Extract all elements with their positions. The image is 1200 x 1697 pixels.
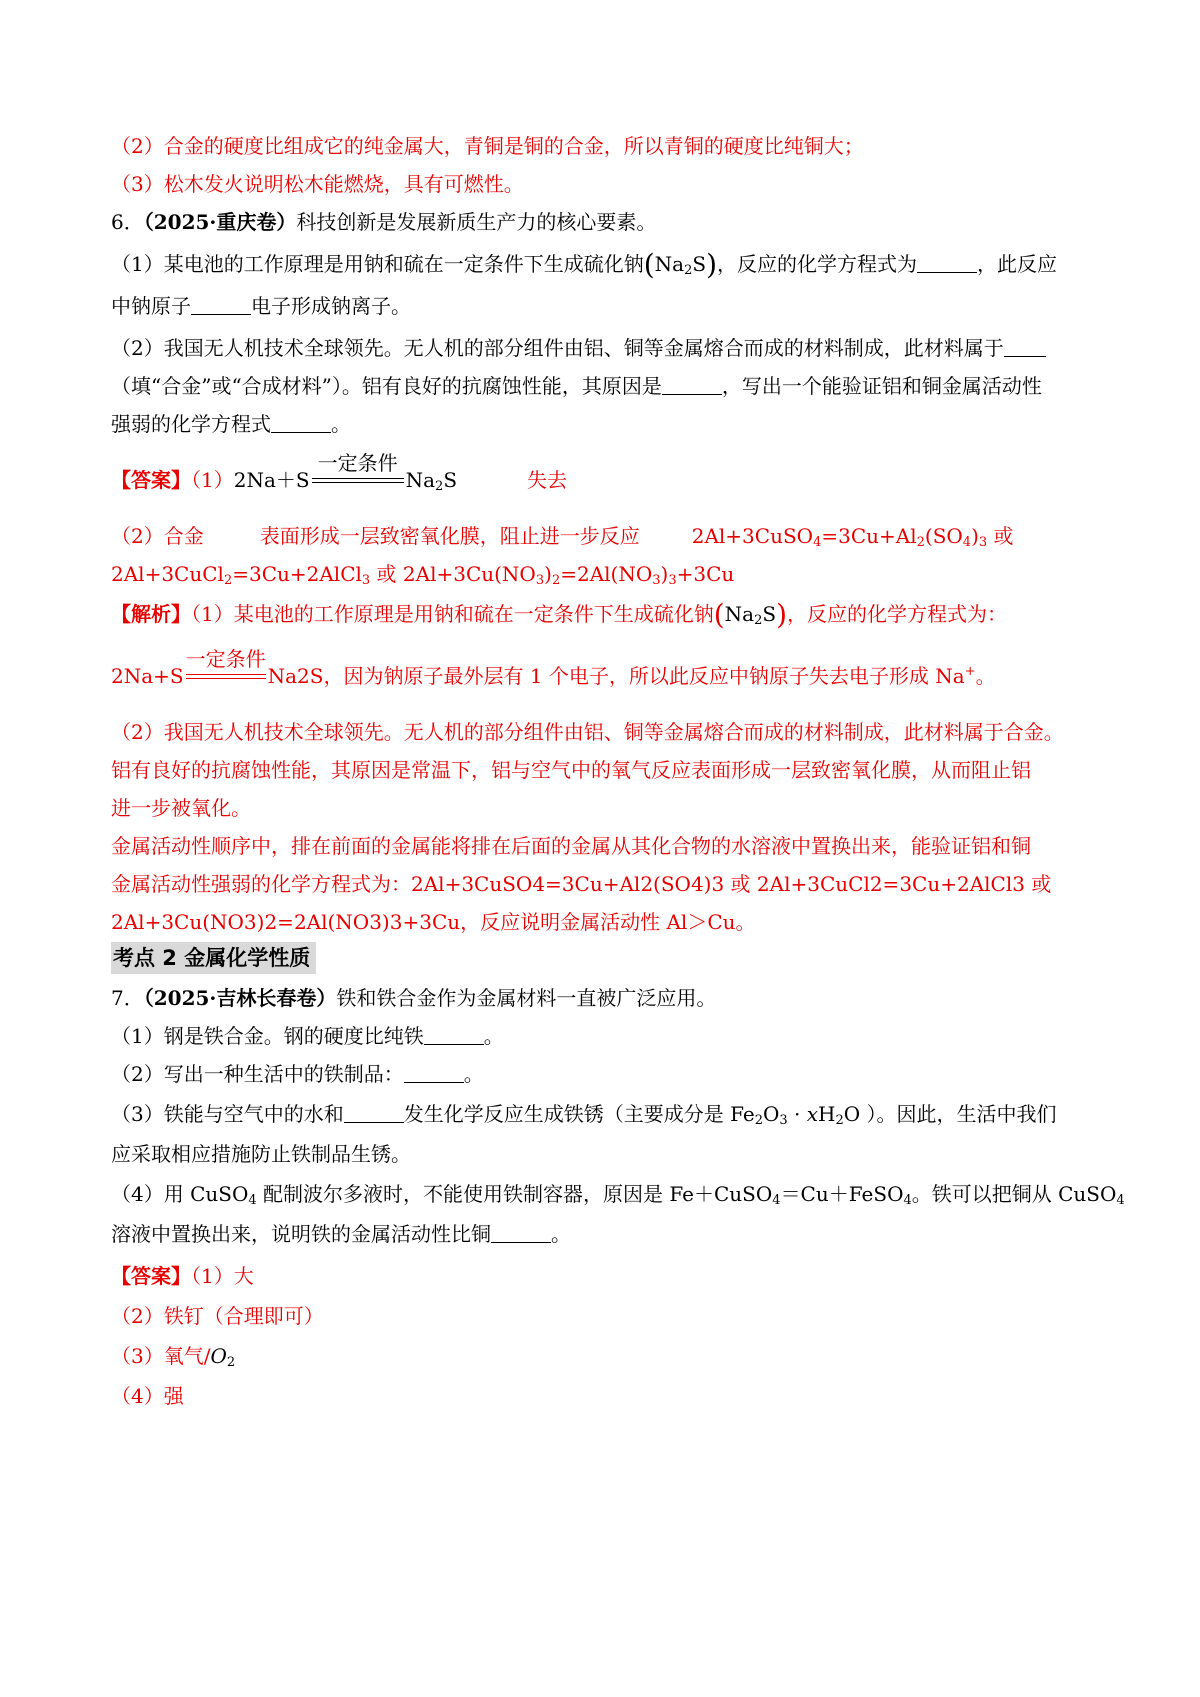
equation-rhs-subscript: 2 (435, 479, 444, 494)
q6-part1-text-b: ，反应的化学方程式为 (717, 252, 918, 276)
answer-blank (917, 252, 977, 273)
answer-blank (662, 374, 722, 395)
q6-part1-text-e: 电子形成钠离子。 (251, 294, 411, 318)
q6-part2-text-d: 强弱的化学方程式 (111, 412, 271, 436)
q6-part2-text-e: 。 (331, 412, 351, 436)
open-paren: ( (643, 248, 655, 281)
question-source: （2025·吉林长春卷） (143, 986, 337, 1010)
equation-rhs-tail: S (443, 468, 458, 492)
q6-analysis-line1: 【解析】（1）某电池的工作原理是用钠和硫在一定条件下生成硫化钠$(Na_2S)$，反应的化学方程式为： (111, 598, 1008, 631)
q6-answer-line2 (111, 522, 1014, 550)
q6-part1-line2 (111, 292, 411, 320)
q7-answer-line2: （2）铁钉（合理即可） (111, 1304, 324, 1328)
answer-blank (424, 1024, 484, 1045)
analysis-label: 【解析】 (111, 602, 191, 626)
q6-analysis-line6: 金属活动性顺序中，排在前面的金属能将排在后面的金属从其化合物的水溶液中置换出来，能验证铝和铜 (111, 834, 1031, 858)
answer-part2-equation1: $2Al+3CuSO_4=3Cu+Al_2(SO_4)_3$ 或 (691, 524, 1014, 550)
formula-subscript: 2 (684, 263, 693, 278)
answer-blank (491, 1222, 551, 1243)
q6-analysis-line4: 铝有良好的抗腐蚀性能，其原因是常温下，铝与空气中的氧气反应表面形成一层致密氧化膜，从而阻止铝 (111, 758, 1031, 782)
answer-part1-prefix: （1） (191, 468, 234, 492)
q7-part3-line2: 应采取相应措施防止铁制品生锈。 (111, 1142, 411, 1166)
section-heading: 考点 2 金属化学性质 (111, 942, 316, 974)
q6-analysis-line7: 金属活动性强弱的化学方程式为：2Al+3CuSO4=3Cu+Al2(SO4)3 或 2Al+3CuCl2=3Cu+2AlCl3 或 (111, 872, 1052, 896)
formula-na2s: Na (654, 252, 685, 276)
q7-stem (111, 984, 716, 1012)
equation-lhs: 2Na＋S (233, 468, 310, 492)
q6-part2-line3 (111, 410, 351, 438)
q6-part2-text-b: （填“合金”或“合成材料”）。铝有良好的抗腐蚀性能，其原因是 (111, 374, 662, 398)
answer-part2-b: 表面形成一层致密氧化膜，阻止进一步反应 (259, 524, 640, 548)
q5-analysis-part3: （3）松木发火说明松木能燃烧，具有可燃性。 (111, 172, 524, 196)
answer-part2-a: （2）合金 (111, 524, 204, 548)
reaction-condition-arrow (312, 451, 404, 494)
q7-part2: （2）写出一种生活中的铁制品： 。 (111, 1062, 484, 1086)
answer-blank (1004, 336, 1046, 357)
q6-part2-line1 (111, 334, 1046, 362)
reaction-condition-text: 一定条件 (185, 647, 266, 671)
question-stem: 科技创新是发展新质生产力的核心要素。 (296, 210, 657, 234)
q7-answer-line1: 【答案】（1）大 (111, 1264, 254, 1288)
reaction-condition-arrow (185, 647, 266, 690)
q6-analysis-line8: 2Al+3Cu(NO3)2=2Al(NO3)3+3Cu，反应说明金属活动性 Al＞Cu。 (111, 910, 756, 934)
q6-answer-line3: 2Al+3CuCl$_2$=3Cu+2AlCl$_3$ 或 $2Al+3Cu(NO_3)_2=2Al(NO_3)_3+3Cu$ (111, 562, 735, 588)
double-line (312, 478, 404, 483)
q6-analysis-line5: 进一步被氧化。 (111, 796, 251, 820)
answer-label: 【答案】 (111, 468, 191, 492)
q7-answer-line4: （4）强 (111, 1384, 184, 1408)
answer-blank (404, 1062, 464, 1083)
q7-part3-line1: （3）铁能与空气中的水和 发生化学反应生成铁锈（主要成分是 $Fe_2O_3 \cdot xH_2O$ ）。因此，生活中我们 (111, 1102, 1057, 1128)
q6-part1-text-d: 中钠原子 (111, 294, 191, 318)
q6-part1-text: （1）某电池的工作原理是用钠和硫在一定条件下生成硫化钠 (111, 252, 644, 276)
close-paren: ) (706, 248, 718, 281)
answer-label: 【答案】 (111, 1264, 191, 1288)
answer-blank (344, 1102, 404, 1123)
answer-part1-b: 失去 (527, 468, 568, 492)
q6-analysis-line2: 2Na+S 一定条件 Na2S，因为钠原子最外层有 1 个电子，所以此反应中钠原子失去电子形成 Na+。 (111, 647, 996, 688)
question-number: 7． (111, 986, 144, 1010)
question-source: （2025·重庆卷） (143, 210, 297, 234)
question-number: 6． (111, 210, 144, 234)
q7-answer-line3: （3）氧气$/O_2$ (111, 1344, 236, 1370)
q6-part1-text-c: ，此反应 (977, 252, 1058, 276)
question-stem: 铁和铁合金作为金属材料一直被广泛应用。 (336, 986, 717, 1010)
q6-part2-line2 (111, 372, 1042, 400)
q7-part4-line1: （4）用 CuSO$_4$ 配制波尔多液时，不能使用铁制容器，原因是 Fe＋CuSO$_4$＝Cu＋FeSO$_4$。铁可以把铜从 CuSO$_4$ (111, 1182, 1125, 1208)
q5-analysis-part2: （2）合金的硬度比组成它的纯金属大，青铜是铜的合金，所以青铜的硬度比纯铜大； (111, 134, 864, 158)
q6-part2-text: （2）我国无人机技术全球领先。无人机的部分组件由铝、铜等金属熔合而成的材料制成，此材料属于 (111, 336, 1004, 360)
q7-part4-line2: 溶液中置换出来，说明铁的金属活动性比铜 。 (111, 1222, 571, 1246)
answer-blank (271, 412, 331, 433)
q6-stem (111, 208, 656, 236)
q6-part2-text-c: ，写出一个能验证铝和铜金属活动性 (721, 374, 1042, 398)
formula-na2s: Na (724, 602, 755, 626)
q6-part1-line1 (111, 250, 1057, 279)
q7-part1: （1）钢是铁合金。钢的硬度比纯铁 。 (111, 1024, 504, 1048)
double-line (186, 674, 266, 679)
reaction-condition-text: 一定条件 (317, 451, 398, 475)
equation-rhs: Na2S (267, 664, 324, 688)
equation-rhs: Na (405, 468, 436, 492)
formula-tail: S (692, 252, 707, 276)
equation-lhs: 2Na+S (111, 664, 184, 688)
q6-analysis-line3: （2）我国无人机技术全球领先。无人机的部分组件由铝、铜等金属熔合而成的材料制成，此材料属于合金。 (111, 720, 1064, 744)
q6-answer-line1 (111, 451, 568, 494)
answer-blank (191, 294, 251, 315)
